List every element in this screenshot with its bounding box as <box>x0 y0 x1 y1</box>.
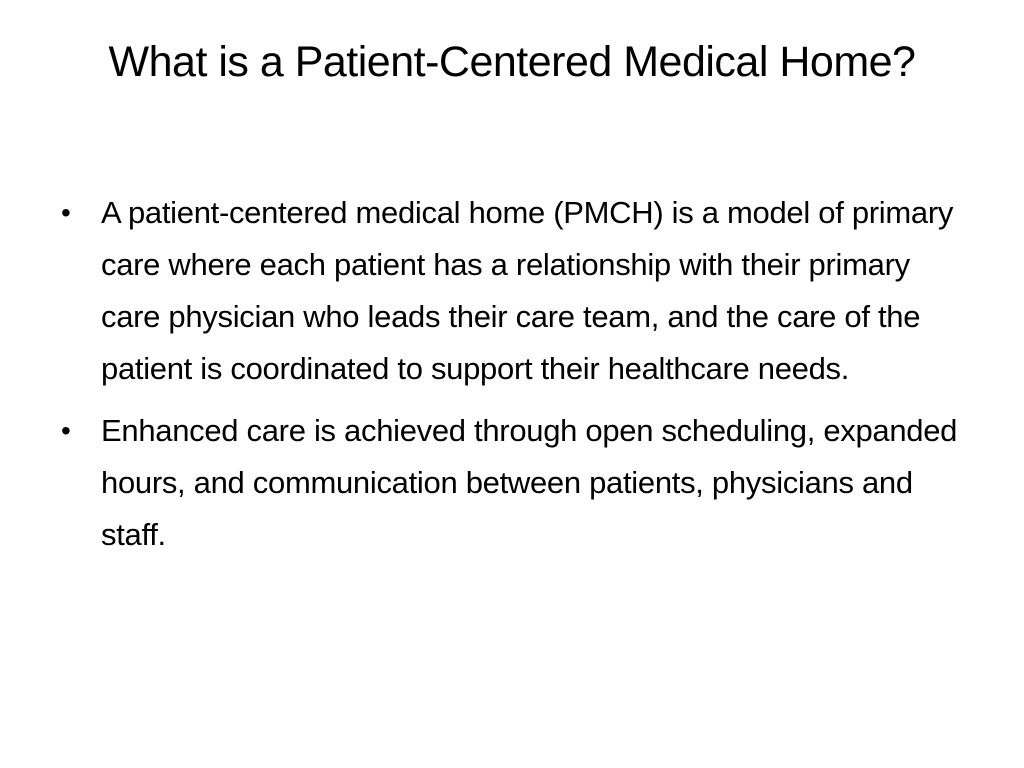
bullet-list <box>58 187 970 561</box>
bullet-text: Enhanced care is achieved through open scheduling, expanded hours, and communication between patients, physicians and staff. <box>101 413 958 552</box>
slide-title: What is a Patient-Centered Medical Home? <box>108 38 916 86</box>
bullet-text: A patient-centered medical home (PMCH) is a model of primary care where each patient has a relationship with their primary care physician who leads their care team, and the care of the patient is coordinated to support their healthcare needs. <box>101 195 954 386</box>
bullet-marker: • <box>61 415 71 446</box>
bullet-item-pcmh-definition <box>58 187 970 395</box>
bullet-marker: • <box>61 197 71 228</box>
bullet-item-enhanced-care <box>58 405 970 561</box>
